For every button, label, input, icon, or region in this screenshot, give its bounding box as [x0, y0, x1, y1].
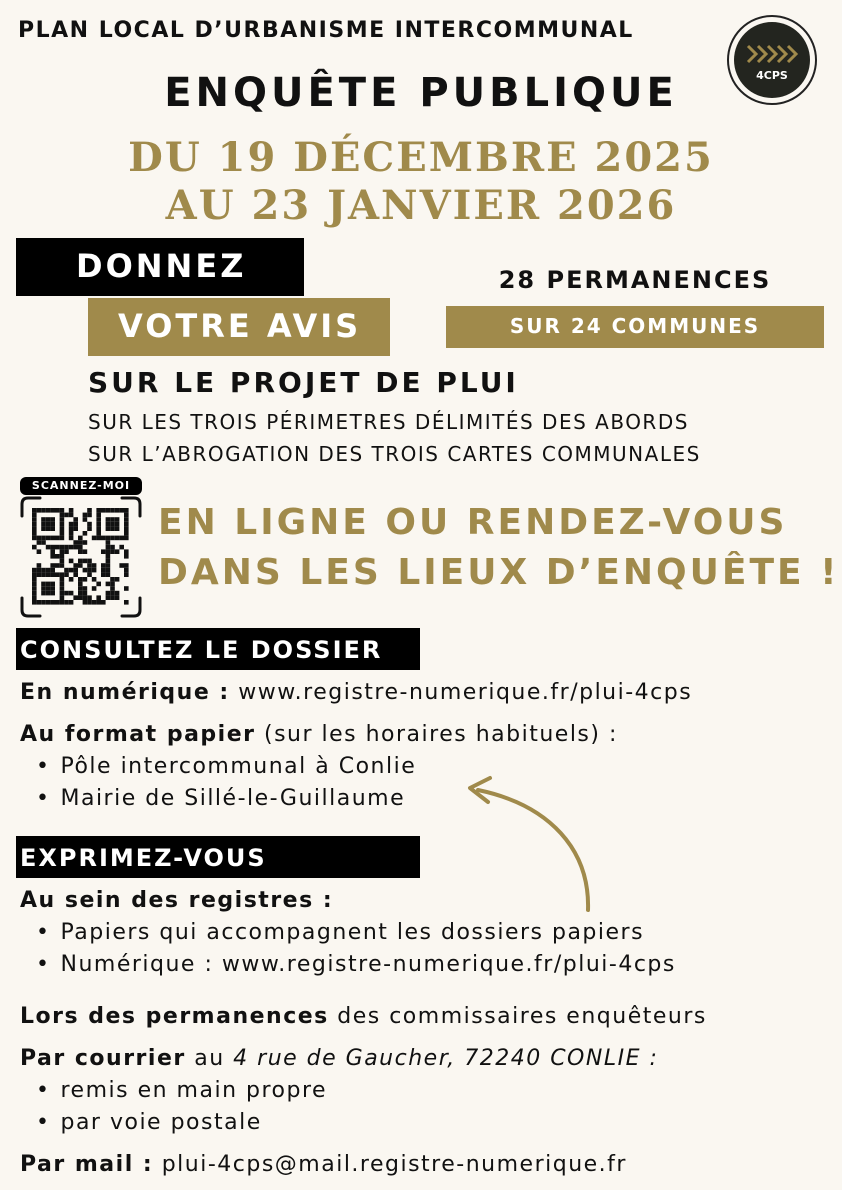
- qr-module: [87, 572, 92, 577]
- qr-module: [78, 536, 83, 541]
- qr-module: [55, 572, 60, 577]
- qr-module: [41, 536, 46, 541]
- qr-module: [78, 582, 83, 587]
- qr-module: [37, 508, 42, 513]
- qr-module: [101, 563, 106, 568]
- courrier-address: 4 rue de Gaucher, 72240 CONLIE :: [233, 1046, 659, 1071]
- exprimez-heading: [16, 836, 420, 878]
- qr-module: [106, 568, 111, 573]
- qr-module: [101, 508, 106, 513]
- qr-module: [119, 563, 124, 568]
- qr-module: [83, 540, 88, 545]
- qr-module: [41, 540, 46, 545]
- qr-module: [41, 526, 46, 531]
- qr-module: [110, 508, 115, 513]
- qr-module: [55, 563, 60, 568]
- qr-module: [106, 554, 111, 559]
- qr-module: [32, 577, 37, 582]
- permanences-count: 28 PERMANENCES: [498, 266, 772, 294]
- qr-module: [46, 508, 51, 513]
- qr-module: [78, 591, 83, 596]
- qr-module: [92, 600, 97, 605]
- qr-module: [55, 600, 60, 605]
- qr-module: [69, 577, 74, 582]
- qr-module: [60, 508, 65, 513]
- qr-module: [41, 517, 46, 522]
- qr-module: [37, 536, 42, 541]
- qr-module: [115, 526, 120, 531]
- qr-module: [60, 549, 65, 554]
- qr-module: [32, 568, 37, 573]
- courrier-au: au: [194, 1046, 225, 1071]
- qr-module: [64, 568, 69, 573]
- donnez-banner: [16, 238, 304, 296]
- qr-module: [92, 586, 97, 591]
- qr-module: [101, 536, 106, 541]
- qr-module: [41, 582, 46, 587]
- papier-label: Au format papier: [20, 722, 256, 747]
- registre-item: • Numérique : www.registre-numerique.fr/plui-4cps: [36, 952, 676, 977]
- qr-module: [96, 582, 101, 587]
- qr-module: [106, 508, 111, 513]
- qr-module: [32, 586, 37, 591]
- qr-module: [110, 582, 115, 587]
- qr-module: [41, 522, 46, 527]
- qr-module: [32, 595, 37, 600]
- qr-module: [73, 540, 78, 545]
- qr-module: [37, 549, 42, 554]
- qr-module: [119, 545, 124, 550]
- qr-module: [37, 568, 42, 573]
- qr-module: [73, 522, 78, 527]
- qr-module: [50, 522, 55, 527]
- qr-module: [46, 600, 51, 605]
- qr-module: [32, 582, 37, 587]
- qr-module: [78, 559, 83, 564]
- qr-module: [115, 536, 120, 541]
- numerique-label: En numérique :: [20, 680, 230, 705]
- qr-module: [60, 591, 65, 596]
- qr-module: [110, 522, 115, 527]
- qr-module: [46, 517, 51, 522]
- qr-module: [110, 526, 115, 531]
- qr-module: [50, 591, 55, 596]
- qr-module: [46, 586, 51, 591]
- qr-module: [46, 572, 51, 577]
- qr-module: [115, 517, 120, 522]
- qr-module: [69, 522, 74, 527]
- qr-module: [50, 572, 55, 577]
- qr-module: [124, 513, 129, 518]
- qr-module: [46, 591, 51, 596]
- qr-module: [78, 549, 83, 554]
- qr-module: [64, 513, 69, 518]
- qr-module: [50, 545, 55, 550]
- qr-module: [101, 572, 106, 577]
- qr-module: [124, 600, 129, 605]
- consultez-heading: [16, 628, 420, 670]
- papier-note: (sur les horaires habituels) :: [263, 722, 618, 747]
- qr-module: [64, 572, 69, 577]
- communes-banner: [446, 306, 824, 348]
- qr-module: [115, 549, 120, 554]
- qr-module: [60, 559, 65, 564]
- qr-module: [106, 536, 111, 541]
- qr-module: [110, 591, 115, 596]
- qr-module: [55, 536, 60, 541]
- qr-module: [69, 559, 74, 564]
- qr-module: [124, 526, 129, 531]
- qr-module: [101, 549, 106, 554]
- communes-text: SUR 24 COMMUNES: [509, 314, 761, 338]
- qr-module: [32, 600, 37, 605]
- qr-module: [46, 545, 51, 550]
- cta-line-2: DANS LES LIEUX D’ENQUÊTE !: [158, 552, 840, 593]
- place-item: • Mairie de Sillé-le-Guillaume: [36, 786, 405, 811]
- qr-module: [119, 536, 124, 541]
- qr-module: [73, 595, 78, 600]
- qr-module: [124, 549, 129, 554]
- qr-module: [41, 508, 46, 513]
- qr-module: [87, 513, 92, 518]
- qr-module: [69, 600, 74, 605]
- qr-module: [32, 522, 37, 527]
- qr-module: [37, 563, 42, 568]
- qr-module: [83, 586, 88, 591]
- donnez-text: DONNEZ: [76, 247, 247, 285]
- qr-module: [60, 554, 65, 559]
- qr-module: [32, 536, 37, 541]
- qr-module: [69, 508, 74, 513]
- qr-module: [60, 572, 65, 577]
- qr-module: [73, 563, 78, 568]
- qr-module: [83, 595, 88, 600]
- numerique-line: [20, 680, 692, 705]
- qr-module: [78, 545, 83, 550]
- qr-module: [78, 540, 83, 545]
- projet-title: SUR LE PROJET DE PLUI: [88, 366, 519, 399]
- qr-module: [32, 517, 37, 522]
- qr-module: [60, 577, 65, 582]
- qr-module: [96, 513, 101, 518]
- qr-module: [87, 563, 92, 568]
- qr-module: [32, 591, 37, 596]
- qr-module: [55, 545, 60, 550]
- qr-module: [32, 526, 37, 531]
- qr-module: [124, 586, 129, 591]
- qr-module: [87, 559, 92, 564]
- qr-module: [124, 572, 129, 577]
- qr-module: [32, 531, 37, 536]
- qr-module: [96, 522, 101, 527]
- qr-module: [115, 577, 120, 582]
- qr-module: [87, 595, 92, 600]
- qr-module: [83, 549, 88, 554]
- mail-label: Par mail :: [20, 1152, 154, 1177]
- votre-avis-banner: [88, 298, 390, 356]
- qr-module: [115, 508, 120, 513]
- qr-module: [92, 568, 97, 573]
- qr-module: [73, 568, 78, 573]
- qr-module: [60, 586, 65, 591]
- qr-module: [64, 545, 69, 550]
- qr-module: [60, 595, 65, 600]
- qr-module: [78, 595, 83, 600]
- projet-line-2: SUR L’ABROGATION DES TROIS CARTES COMMUNALES: [88, 442, 701, 466]
- qr-module: [106, 591, 111, 596]
- qr-module: [87, 526, 92, 531]
- qr-module: [106, 526, 111, 531]
- qr-module: [87, 600, 92, 605]
- projet-line-1: SUR LES TROIS PÉRIMETRES DÉLIMITÉS DES ABORDS: [88, 410, 689, 434]
- courrier-item: • par voie postale: [36, 1110, 262, 1135]
- qr-module: [96, 536, 101, 541]
- registre-item: • Papiers qui accompagnent les dossiers papiers: [36, 920, 644, 945]
- place-item: • Pôle intercommunal à Conlie: [36, 754, 416, 779]
- qr-module: [92, 536, 97, 541]
- qr-module: [69, 513, 74, 518]
- qr-module: [64, 600, 69, 605]
- qr-module: [110, 595, 115, 600]
- date-line-2: AU 23 JANVIER 2026: [165, 182, 677, 229]
- courrier-label: Par courrier: [20, 1046, 186, 1071]
- scan-label: SCANNEZ-MOI: [20, 477, 142, 495]
- qr-module: [87, 522, 92, 527]
- qr-module: [106, 582, 111, 587]
- qr-module: [60, 600, 65, 605]
- qr-module: [50, 549, 55, 554]
- date-line-1: DU 19 DÉCEMBRE 2025: [128, 134, 714, 181]
- mail-address[interactable]: plui-4cps@mail.registre-numerique.fr: [161, 1152, 627, 1177]
- qr-module: [60, 517, 65, 522]
- qr-module: [32, 545, 37, 550]
- qr-module: [110, 577, 115, 582]
- qr-module: [50, 600, 55, 605]
- qr-module: [50, 582, 55, 587]
- qr-module: [96, 600, 101, 605]
- qr-module: [92, 563, 97, 568]
- qr-module: [101, 568, 106, 573]
- main-title: ENQUÊTE PUBLIQUE: [164, 70, 678, 116]
- courrier-item: • remis en main propre: [36, 1078, 327, 1103]
- qr-module: [96, 531, 101, 536]
- qr-module: [41, 591, 46, 596]
- qr-module: [46, 526, 51, 531]
- qr-module: [50, 568, 55, 573]
- qr-module: [37, 600, 42, 605]
- qr-module: [60, 531, 65, 536]
- qr-module: [115, 591, 120, 596]
- qr-module: [46, 582, 51, 587]
- qr-module: [106, 545, 111, 550]
- cta-line-1: EN LIGNE OU RENDEZ-VOUS: [158, 502, 788, 543]
- numerique-url[interactable]: www.registre-numerique.fr/plui-4cps: [238, 680, 693, 705]
- qr-module: [60, 536, 65, 541]
- curved-arrow-icon: [440, 770, 610, 920]
- qr-module: [69, 526, 74, 531]
- courrier-line: [20, 1046, 658, 1071]
- qr-module: [101, 600, 106, 605]
- qr-module: [78, 563, 83, 568]
- header-top-title: PLAN LOCAL D’URBANISME INTERCOMMUNAL: [18, 18, 634, 43]
- qr-module: [69, 531, 74, 536]
- qr-module: [60, 526, 65, 531]
- permanences-line: [20, 1004, 707, 1029]
- qr-module: [32, 513, 37, 518]
- qr-module: [115, 595, 120, 600]
- qr-module: [50, 526, 55, 531]
- qr-module: [124, 563, 129, 568]
- qr-module: [124, 531, 129, 536]
- qr-module: [78, 586, 83, 591]
- qr-module: [110, 586, 115, 591]
- qr-module: [37, 540, 42, 545]
- qr-module: [106, 522, 111, 527]
- votre-avis-text: VOTRE AVIS: [118, 307, 362, 345]
- qr-module: [37, 572, 42, 577]
- qr-module: [46, 536, 51, 541]
- permanences-rest: des commissaires enquêteurs: [337, 1004, 707, 1029]
- qr-module: [60, 545, 65, 550]
- qr-module: [50, 563, 55, 568]
- qr-module: [96, 595, 101, 600]
- qr-module: [50, 536, 55, 541]
- qr-module: [83, 568, 88, 573]
- qr-module: [73, 517, 78, 522]
- consultez-heading-text: CONSULTEZ LE DOSSIER: [20, 636, 383, 664]
- qr-module: [106, 595, 111, 600]
- qr-module: [124, 568, 129, 573]
- qr-module: [46, 522, 51, 527]
- permanences-label: Lors des permanences: [20, 1004, 329, 1029]
- qr-module: [78, 577, 83, 582]
- qr-module: [106, 540, 111, 545]
- qr-module: [110, 549, 115, 554]
- qr-module: [50, 508, 55, 513]
- qr-module: [60, 582, 65, 587]
- qr-module: [55, 554, 60, 559]
- qr-module: [69, 568, 74, 573]
- qr-module: [83, 531, 88, 536]
- qr-module: [64, 549, 69, 554]
- qr-module: [110, 536, 115, 541]
- qr-module: [92, 577, 97, 582]
- qr-module: [50, 517, 55, 522]
- qr-module: [96, 517, 101, 522]
- qr-module: [64, 591, 69, 596]
- qr-module: [41, 600, 46, 605]
- qr-module: [83, 559, 88, 564]
- qr-module: [96, 526, 101, 531]
- qr-module: [83, 600, 88, 605]
- qr-module: [41, 586, 46, 591]
- qr-module: [96, 508, 101, 513]
- qr-module: [69, 545, 74, 550]
- qr-module: [124, 536, 129, 541]
- qr-module: [106, 563, 111, 568]
- qr-module: [124, 508, 129, 513]
- qr-module: [106, 559, 111, 564]
- qr-module: [50, 554, 55, 559]
- qr-module: [83, 591, 88, 596]
- qr-module: [124, 522, 129, 527]
- qr-module: [69, 591, 74, 596]
- registres-line: [20, 888, 333, 913]
- qr-module: [55, 508, 60, 513]
- qr-module: [124, 554, 129, 559]
- qr-module: [73, 545, 78, 550]
- qr-module: [87, 508, 92, 513]
- mail-line: [20, 1152, 627, 1177]
- exprimez-heading-text: EXPRIMEZ-VOUS: [20, 844, 267, 872]
- qr-module: [106, 517, 111, 522]
- qr-module: [60, 522, 65, 527]
- qr-module: [60, 513, 65, 518]
- qr-module: [110, 517, 115, 522]
- qr-code[interactable]: [20, 496, 142, 618]
- qr-module: [110, 545, 115, 550]
- qr-module: [50, 586, 55, 591]
- qr-module: [119, 508, 124, 513]
- qr-module: [73, 526, 78, 531]
- qr-module: [83, 517, 88, 522]
- qr-module: [83, 577, 88, 582]
- logo-text: 4CPS: [756, 69, 788, 82]
- qr-module: [32, 508, 37, 513]
- qr-module: [69, 536, 74, 541]
- registres-label: Au sein des registres :: [20, 888, 334, 913]
- qr-module: [60, 563, 65, 568]
- qr-module: [46, 568, 51, 573]
- qr-module: [115, 522, 120, 527]
- qr-module: [32, 572, 37, 577]
- qr-module: [106, 572, 111, 577]
- qr-module: [41, 568, 46, 573]
- qr-module: [73, 572, 78, 577]
- papier-line: [20, 722, 618, 747]
- qr-module: [106, 549, 111, 554]
- qr-module: [83, 513, 88, 518]
- qr-module: [124, 517, 129, 522]
- qr-module: [87, 568, 92, 573]
- qr-module: [41, 572, 46, 577]
